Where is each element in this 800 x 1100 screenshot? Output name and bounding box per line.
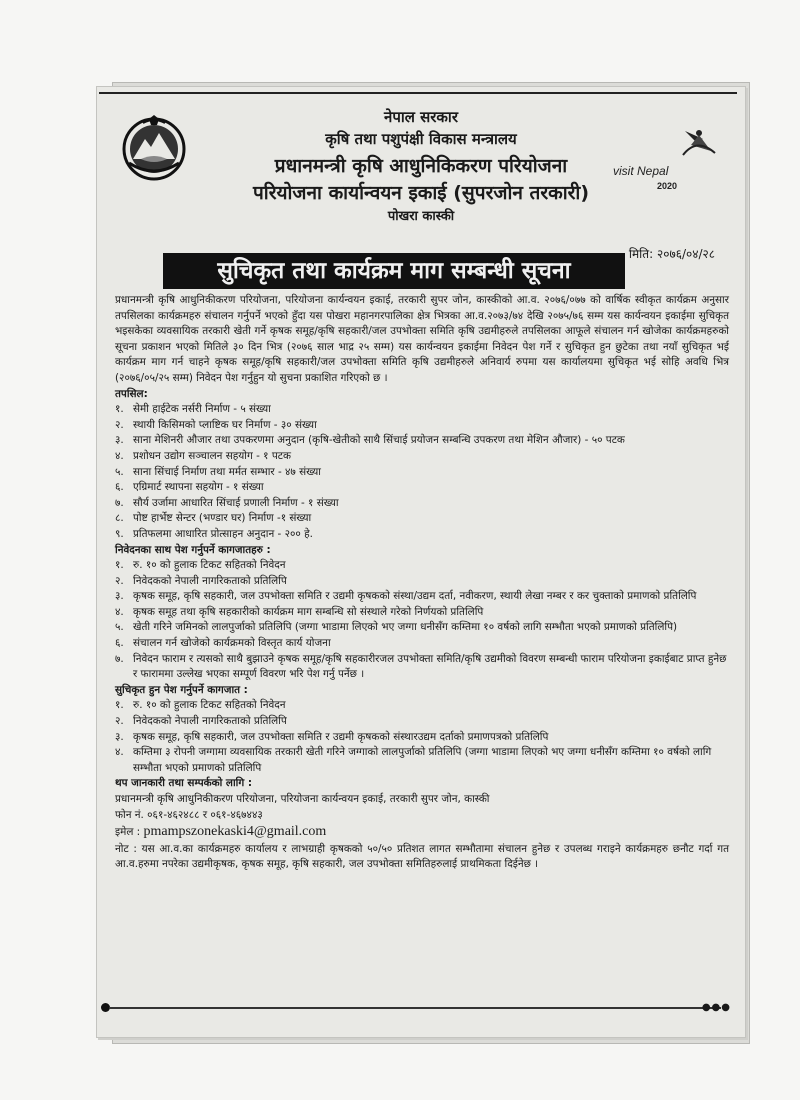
list-item bbox=[115, 574, 729, 590]
list-item-text: निवेदकको नेपाली नागरिकताको प्रतिलिपि bbox=[133, 574, 287, 587]
list-item bbox=[115, 480, 729, 496]
header-project: प्रधानमन्त्री कृषि आधुनिकिकरण परियोजना bbox=[274, 155, 568, 177]
list-item bbox=[115, 652, 729, 683]
docs-existing-heading: निवेदनका साथ पेश गर्नुपर्ने कागजातहरु : bbox=[115, 543, 271, 556]
list-item bbox=[115, 511, 729, 527]
notice-body bbox=[115, 293, 729, 873]
list-item bbox=[115, 402, 729, 418]
list-item-number: ३. bbox=[115, 434, 124, 447]
newspaper-notice bbox=[96, 86, 746, 1038]
list-item bbox=[115, 636, 729, 652]
docs-new-list bbox=[115, 698, 729, 776]
list-item-number: १. bbox=[115, 699, 124, 712]
list-item-number: ५. bbox=[115, 621, 124, 634]
list-item bbox=[115, 449, 729, 465]
list-item-number: ७. bbox=[115, 652, 124, 665]
top-rule bbox=[99, 92, 737, 94]
intro-paragraph: प्रधानमन्त्री कृषि आधुनिकीकरण परियोजना, परियोजना कार्यन्वयन इकाई, तरकारी सुपर जोन, कास्कीको आ.व. २०७६/०७७ को वार्षिक स्वीकृत कार्यक्रम अनुसार तपसिलका कार्यक्रमहरु संचालन गर्नुपर्ने भएको हुँदा यस पोखरा महानगरपालिका क्षेत्र भित्रका आ.व.२०७३/७४ देखि २०७५/७६ सम्म यस कार्यन्वयन इकाईमा सुचिकृत भइसकेका व्यवसायिक तरकारी खेती गर्ने कृषक समूह/कृषि सहकारी/जल उपभोक्ता समिति कृषि उद्यमीहरुले तपसिलका आफूले संचालन गर्न खोजेका कार्यक्रमहरुको सूचना प्रकाशन भएको मितिले ३० दिन भित्र (२०७६ साल भाद्र २५ सम्म) यस कार्यन्वयन इकाईमा निवेदन पेश गर्ने र सुचिकृत हुन छुटेका तथा नयाँ सुचिकृत भई कार्यक्रम माग गर्न चाहने कृषक समूह/कृषि सहकारी/जल उपभोक्ता समिति कृषि उद्यमीहरुले अनिवार्य रुपमा यस कार्यालयमा सुचिकृत भई सोहि अवधि भित्र (२०७६/०५/२५ सम्म) निवेदन पेश गर्नुहुन यो सुचना प्रकाशित गरिएको छ । bbox=[115, 294, 729, 384]
docs-existing-list bbox=[115, 558, 729, 683]
header-ministry: कृषि तथा पशुपंक्षी विकास मन्त्रालय bbox=[325, 130, 517, 148]
logo-visit-nepal-text: visit Nepal bbox=[613, 164, 669, 178]
list-item-number: १. bbox=[115, 403, 124, 416]
list-item bbox=[115, 745, 729, 776]
list-item bbox=[115, 465, 729, 481]
list-item-number: ३. bbox=[115, 730, 124, 743]
list-item-text: प्रतिफलमा आधारित प्रोत्साहन अनुदान - २०० हे. bbox=[133, 527, 313, 540]
list-item-text: स्थायी किसिमको प्लाष्टिक घर निर्माण - ३० संख्या bbox=[133, 418, 317, 431]
note-paragraph: नोट : यस आ.व.का कार्यक्रमहरु कार्यालय र लाभग्राही कृषकको ५०/५० प्रतिशत लागत सम्भौतामा संचालन हुनेछ र उपलब्ध गराइने कार्यक्रमहरु छनौट गर्दा गत आ.व.हरुमा नपरेका उद्यमीकृषक, कृषक समूह, कृषि सहकारी, जल उपभोक्ता समितिहरुलाई प्राथमिकता दिईनेछ । bbox=[115, 842, 729, 871]
list-item-number: २. bbox=[115, 715, 124, 728]
contact-email-row bbox=[115, 824, 729, 841]
list-item-number: २. bbox=[115, 418, 124, 431]
list-item-text: सेमी हाईटेक नर्सरी निर्माण - ५ संख्या bbox=[133, 403, 271, 416]
logo-year-text: 2020 bbox=[657, 181, 678, 191]
header-government: नेपाल सरकार bbox=[384, 108, 458, 126]
list-item-number: ६. bbox=[115, 637, 124, 650]
list-item-text: प्रशोधन उद्योग सञ्चालन सहयोग - १ पटक bbox=[133, 449, 291, 462]
header-implementation-unit: परियोजना कार्यान्वयन इकाई (सुपरजोन तरकारी) bbox=[252, 182, 590, 204]
list-item-number: ९. bbox=[115, 527, 124, 540]
notice-date: मिति: २०७६/०४/२८ bbox=[628, 247, 715, 261]
list-item bbox=[115, 605, 729, 621]
list-item bbox=[115, 558, 729, 574]
list-item bbox=[115, 620, 729, 636]
list-item-text: कम्तिमा ३ रोपनी जग्गामा व्यवसायिक तरकारी खेती गरिने जग्गाको लालपुर्जाको प्रतिलिपि (जग्गा भाडामा लिएको भए जग्गा धनीसँग कम्तिमा १० वर्षको लागि सम्भौता भएको प्रमाणको प्रतिलिपि bbox=[133, 746, 712, 774]
list-item-text: पोष्ट हार्भेष्ट सेन्टर (भण्डार घर) निर्माण -१ संख्या bbox=[133, 512, 312, 525]
docs-new-heading: सुचिकृत हुन पेश गर्नुपर्ने कागजात : bbox=[115, 683, 248, 696]
list-item-number: १. bbox=[115, 559, 124, 572]
list-item-number: ६. bbox=[115, 481, 124, 494]
notice-header bbox=[97, 105, 745, 261]
email-label: इमेल : bbox=[115, 826, 141, 839]
list-item bbox=[115, 589, 729, 605]
list-item-number: ४. bbox=[115, 449, 124, 462]
contact-phone: फोन नं. ०६१-४६२४८८ र ०६१-४६७४४३ bbox=[115, 808, 263, 821]
list-item-number: ४. bbox=[115, 746, 124, 759]
list-item-text: खेती गरिने जमिनको लालपुर्जाको प्रतिलिपि (जग्गा भाडामा लिएको भए जग्गा धनीसँग कम्तिमा १० वर्षको लागि सम्भौता भएको प्रमाणको प्रतिलिपि) bbox=[133, 621, 678, 634]
email-link[interactable]: pmampszonekaski4@gmail.com bbox=[143, 824, 327, 840]
tapasil-heading: तपसिल: bbox=[115, 387, 148, 400]
list-item-number: ४. bbox=[115, 605, 124, 618]
list-item-number: ८. bbox=[115, 512, 124, 525]
list-item-text: निवेदकको नेपाली नागरिकताको प्रतिलिपि bbox=[133, 715, 287, 728]
notice-title-banner: सुचिकृत तथा कार्यक्रम माग सम्बन्धी सूचना bbox=[163, 253, 625, 289]
tapasil-list bbox=[115, 402, 729, 542]
list-item bbox=[115, 698, 729, 714]
list-item-text: साना मेशिनरी औजार तथा उपकरणमा अनुदान (कृषि-खेतीको साथै सिंचाई प्रयोजन सम्बन्धि उपकरण तथा मेशिन औजार) - ५० पटक bbox=[133, 434, 625, 447]
contact-address: प्रधानमन्त्री कृषि आधुनिकीकरण परियोजना, परियोजना कार्यन्वयन इकाई, तरकारी सुपर जोन, कास्की bbox=[115, 793, 490, 805]
list-item-text: साना सिंचाई निर्माण तथा मर्मत सम्भार - ४७ संख्या bbox=[133, 465, 321, 478]
list-item-text: सौर्य उर्जामा आधारित सिंचाई प्रणाली निर्माण - १ संख्या bbox=[133, 496, 339, 509]
list-item-text: कृषक समूह, कृषि सहकारी, जल उपभोक्ता समिति र उद्यमी कृषकको संस्थारउद्यम दर्ताको प्रमाणपत्रको प्रतिलिपि bbox=[133, 730, 549, 743]
bottom-rule bbox=[109, 1007, 721, 1009]
list-item bbox=[115, 496, 729, 512]
header-location: पोखरा कास्की bbox=[387, 209, 455, 224]
list-item-text: एग्रिमार्ट स्थापना सहयोग - १ संख्या bbox=[133, 481, 264, 494]
visit-nepal-2020-logo-icon bbox=[607, 125, 727, 197]
list-item-number: ५. bbox=[115, 465, 124, 478]
list-item-text: संचालन गर्न खोजेको कार्यक्रमको विस्तृत कार्य योजना bbox=[133, 637, 331, 650]
list-item-number: ७. bbox=[115, 496, 124, 509]
list-item-text: कृषक समूह तथा कृषि सहकारीको कार्यक्रम माग सम्बन्धि सो संस्थाले गरेको निर्णयको प्रतिलिपि bbox=[133, 605, 484, 618]
list-item-number: ३. bbox=[115, 590, 124, 603]
list-item-text: निवेदन फाराम र त्यसको साथै बुझाउने कृषक समूह/कृषि सहकारीरजल उपभोक्ता समिति/कृषि उद्यमीको विवरण सम्बन्धी फाराम परियोजना इकाईबाट प्राप्त हुनेछ र फाराममा उल्लेख भएका सम्पूर्ण विवरण भरि पेश गर्नु पर्नेछ । bbox=[133, 652, 727, 681]
list-item bbox=[115, 714, 729, 730]
list-item bbox=[115, 527, 729, 543]
list-item bbox=[115, 730, 729, 746]
contact-heading: थप जानकारी तथा सम्पर्कको लागि : bbox=[115, 777, 252, 790]
list-item-number: २. bbox=[115, 574, 124, 587]
list-item bbox=[115, 418, 729, 434]
list-item-text: कृषक समूह, कृषि सहकारी, जल उपभोक्ता समिति र उद्यमी कृषकको संस्था/उद्यम दर्ता, नवीकरण, स्थायी लेखा नम्बर र कर चुक्ताको प्रमाणको प्रतिलिपि bbox=[133, 590, 697, 603]
bottom-rule-ornament: ●●● bbox=[701, 1002, 731, 1013]
list-item-text: रु. १० को हुलाक टिकट सहितको निवेदन bbox=[133, 699, 286, 712]
list-item-text: रु. १० को हुलाक टिकट सहितको निवेदन bbox=[133, 559, 286, 572]
list-item bbox=[115, 433, 729, 449]
